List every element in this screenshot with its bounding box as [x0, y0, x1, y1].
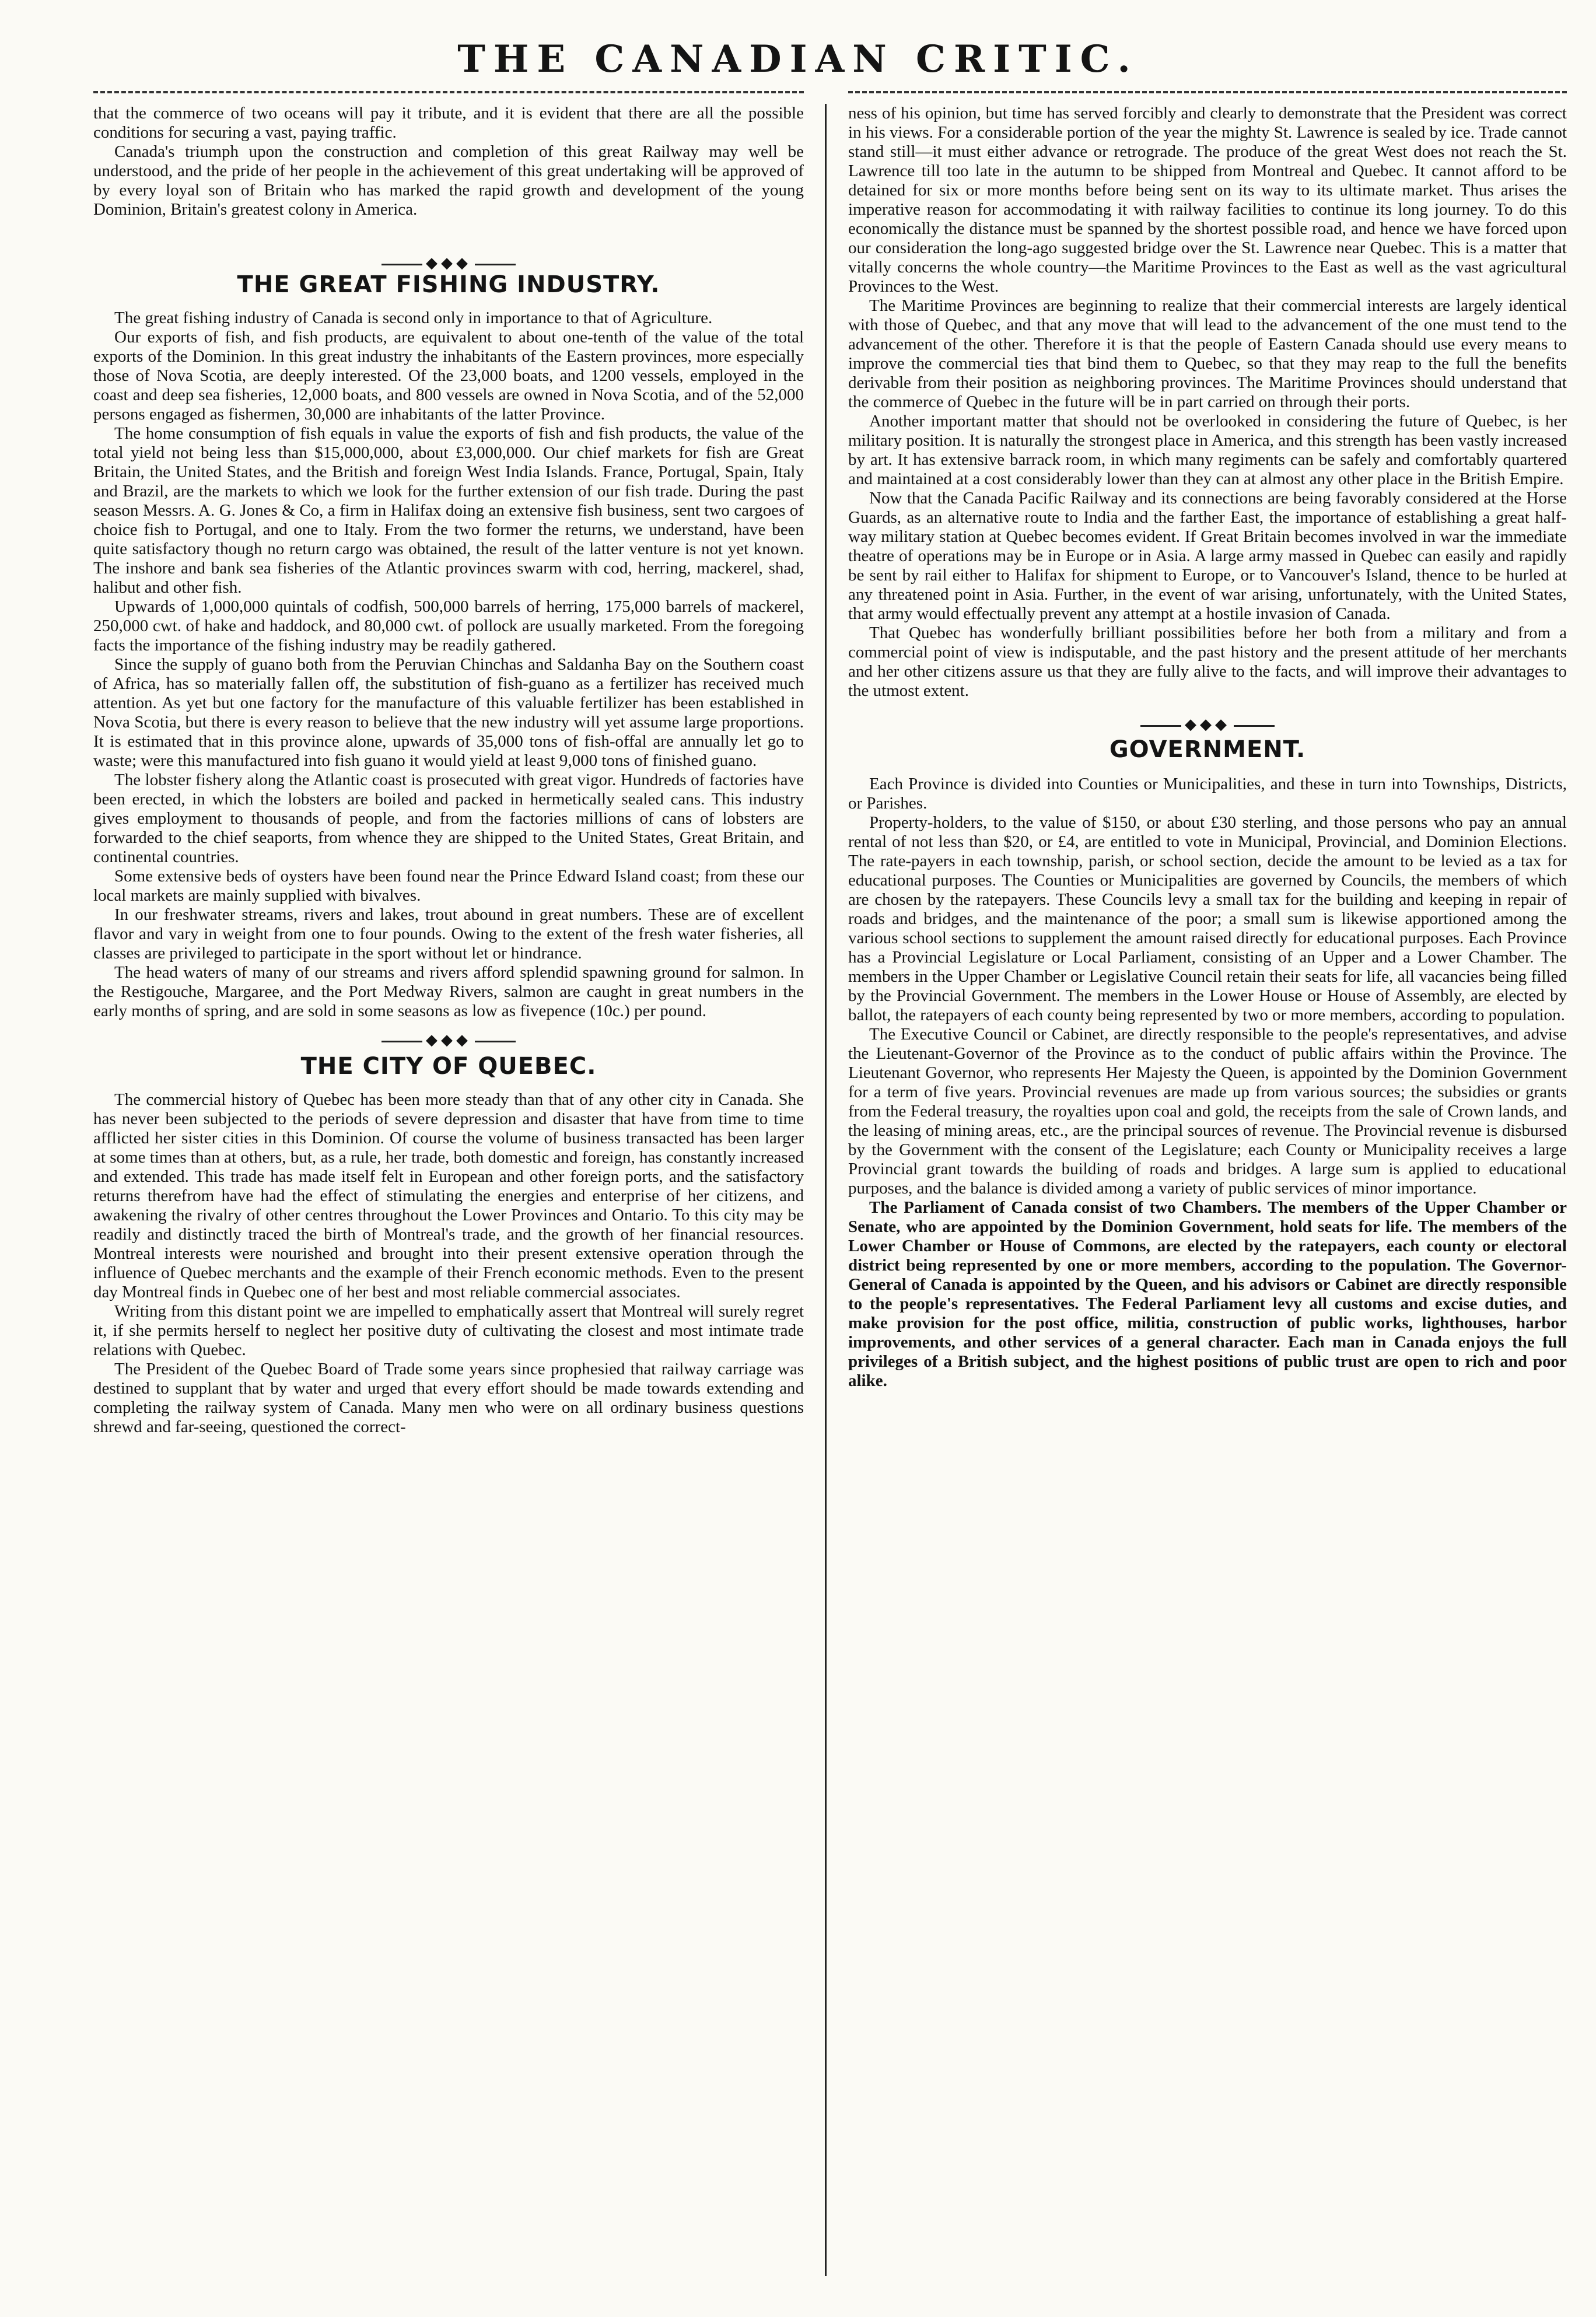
section-ornament: ◆◆◆ — [93, 1031, 804, 1049]
article-paragraph: Our exports of fish, and fish products, are equivalent to about one-tenth of the value of the total exports of the Dominion. In this great industry the inhabitants of the Eastern provinces, more especially those of Nova Scotia, are deeply interested. Of the 23,000 boats, and 1200 vessels, employed in the coast and deep sea fisheries, 12,000 boats, and 800 vessels are owned in Nova Scotia, and of the 52,000 persons engaged as fishermen, 30,000 are inhabitants of the latter Province. — [93, 328, 804, 424]
masthead-rule-left — [93, 91, 804, 93]
article-paragraph: The President of the Quebec Board of Trade some years since prophesied that railway carriage was destined to supplant that by water and urged that every effort should be made towards extending and completing the railway system of Canada. Many men who were on all ordinary business questions shrewd and far-seeing, questioned the correct- — [93, 1360, 804, 1436]
section-ornament: ◆◆◆ — [93, 254, 804, 272]
article-paragraph: The great fishing industry of Canada is second only in importance to that of Agriculture. — [114, 309, 713, 327]
article-paragraph: Each Province is divided into Counties or Municipalities, and these in turn into Townships, Districts, or Parishes. — [848, 775, 1567, 813]
article-paragraph: Upwards of 1,000,000 quintals of codfish, 500,000 barrels of herring, 175,000 barrels of mackerel, 250,000 cwt. of hake and haddock, and 80,000 cwt. of pollock are usually marketed. From the foregoing facts the importance of the fishing industry may be readily gathered. — [93, 597, 804, 654]
article-paragraph: The lobster fishery along the Atlantic coast is prosecuted with great vigor. Hundreds of factories have been erected, in which the lobsters are boiled and packed in hermetically sealed cans. This industry gives employment to thousands of people, and from the factories millions of cans of lobsters are forwarded to the chief seaports, from whence they are shipped to the United States, Great Britain, and continental countries. — [93, 771, 804, 866]
intro-paragraph: that the commerce of two oceans will pay it tribute, and it is evident that there are all the possible conditions for securing a vast, paying traffic. — [93, 104, 804, 142]
article-paragraph: Another important matter that should not be overlooked in considering the future of Quebec, is her military position. It is naturally the strongest place in America, and this strength has been vastly increased by art. It has extensive barrack room, in which many regiments can be safely and comfortably quartered and maintained at a cost considerably lower than they can at almost any other place in the British Empire. — [848, 412, 1567, 488]
column-divider — [825, 104, 827, 2276]
article-paragraph: The Maritime Provinces are beginning to realize that their commercial interests are largely identical with those of Quebec, and that any move that will lead to the advancement of the one must tend to the advancement of the other. Therefore it is that the people of Eastern Canada should use every means to improve the commercial ties that bind them to Quebec, so that they may reap to the full the benefits derivable from their position as neighboring provinces. The Maritime Provinces should understand that the commerce of Quebec in the future will be in part carried on through their ports. — [848, 296, 1567, 411]
article-paragraph: Writing from this distant point we are impelled to emphatically assert that Montreal will surely regret it, if she permits herself to neglect her positive duty of cultivating the closest and most intimate trade relations with Quebec. — [93, 1302, 804, 1359]
article-paragraph: Now that the Canada Pacific Railway and its connections are being favorably considered at the Horse Guards, as an alternative route to India and the farther East, the importance of establishing a great half-way military station at Quebec becomes evident. If Great Britain becomes involved in war the immediate theatre of operations may be in Europe or in Asia. A large army massed in Quebec can easily and rapidly be sent by rail either to Halifax for shipment to Europe, or to Vancouver's Island, thence to be hurled at any threatened point in Asia. Further, in the event of war arising, unfortunately, with the United States, that army would effectually prevent any attempt at a hostile invasion of Canada. — [848, 489, 1567, 623]
article-paragraph: The home consumption of fish equals in value the exports of fish and fish products, the value of the total yield not being less than $15,000,000, about £3,000,000. Our chief markets for fish are Great Britain, the United States, and the British and foreign West India Islands. France, Portugal, Spain, Italy and Brazil, are the markets to which we look for the further extension of our fish trade. During the past season Messrs. A. G. Jones & Co, a firm in Halifax doing an extensive fish business, sent two cargoes of choice fish to Portugal, and one to Italy. From the two former the returns, we understand, have been quite satisfactory though no return cargo was obtained, the result of the latter venture is not yet known. The inshore and bank sea fisheries of the Atlantic provinces swarm with cod, herring, mackerel, shad, halibut and other fish. — [93, 424, 804, 597]
section-heading-government: GOVERNMENT. — [1109, 736, 1306, 763]
article-paragraph: ness of his opinion, but time has served forcibly and clearly to demonstrate that the President was correct in his views. For a considerable portion of the year the mighty St. Lawrence is sealed by ice. Trade cannot stand still—it must either advance or retrograde. The produce of the great West does not reach the St. Lawrence till too late in the autumn to be shipped from Montreal and Quebec. It cannot afford to be detained for six or more months before being sent on its way to its ultimate market. Thus arises the imperative reason for accommodating it with railway facilities to continue its long journey. To do this economically the distance must be spanned by the shortest possible road, and hence we have forced upon our consideration the long-ago suggested bridge over the St. Lawrence near Quebec. This is a matter that vitally concerns the whole country—the Maritime Provinces to the East as well as the vast agricultural Provinces to the West. — [848, 104, 1567, 296]
right-column — [848, 104, 1567, 2276]
article-paragraph: The Executive Council or Cabinet, are directly responsible to the people's representatives, and advise the Lieutenant-Governor of the Province as to the conduct of public affairs within the Province. The Lieutenant Governor, who represents Her Majesty the Queen, is appointed by the Dominion Government for a term of five years. Provincial revenues are made up from various sources; the subsidies or grants from the Federal treasury, the royalties upon coal and gold, the receipts from the sale of Crown lands, and the leasing of mining areas, etc., are the principal sources of revenue. The Provincial revenue is disbursed by the Government with the consent of the Legislature; each County or Municipality receives a large Provincial grant towards the building of roads and bridges. A large sum is applied to educational purposes, and the balance is divided among a variety of public services of minor importance. — [848, 1025, 1567, 1198]
masthead-rule-right — [848, 91, 1567, 93]
article-paragraph: The head waters of many of our streams and rivers afford splendid spawning ground for salmon. In the Restigouche, Margaree, and the Port Medway Rivers, salmon are caught in great numbers in the early months of spring, and are sold in some seasons as low as fivepence (10c.) per pound. — [93, 963, 804, 1020]
article-paragraph: The commercial history of Quebec has been more steady than that of any other city in Canada. She has never been subjected to the periods of severe depression and disaster that have from time to time afflicted her sister cities in this Dominion. Of course the volume of business transacted has been larger at some times than at others, but, as a rule, her trade, both domestic and foreign, has constantly increased and extended. This trade has made itself felt in European and other foreign ports, and the satisfactory returns therefrom have had the effect of stimulating the energies and enterprise of her citizens, and awakening the rivalry of other centres throughout the Lower Provinces and Ontario. To this city may be readily and distinctly traced the birth of Montreal's trade, and the growth of her financial resources. Montreal interests were nourished and brought into their present extensive operation through the influence of Quebec merchants and the example of their French economic methods. Even to the present day Montreal finds in Quebec one of her best and most reliable commercial associates. — [93, 1090, 804, 1301]
masthead: THE CANADIAN CRITIC. — [457, 37, 1139, 81]
article-paragraph: Since the supply of guano both from the Peruvian Chinchas and Saldanha Bay on the Southern coast of Africa, has so materially fallen off, the substitution of fish-guano as a fertilizer has received much attention. As yet but one factory for the manufacture of this valuable fertilizer has been established in Nova Scotia, but there is every reason to believe that the new industry will yet assume large proportions. It is estimated that in this province alone, upwards of 35,000 tons of fish-offal are annually let go to waste; were this manufactured into fish guano it would yield at least 9,000 tons of finished guano. — [93, 655, 804, 770]
article-paragraph: In our freshwater streams, rivers and lakes, trout abound in great numbers. These are of excellent flavor and vary in weight from one to four pounds. Owing to the extent of the fresh water fisheries, all classes are privileged to participate in the sport without let or hindrance. — [93, 905, 804, 963]
section-heading-fishing: THE GREAT FISHING INDUSTRY. — [237, 271, 660, 298]
left-column — [93, 104, 804, 2276]
intro-paragraph: Canada's triumph upon the construction and completion of this great Railway may well be understood, and the pride of her people in the achievement of this great undertaking will be approved of by every loyal son of Britain who has marked the rapid growth and development of the young Dominion, Britain's greatest colony in America. — [93, 142, 804, 219]
section-heading-quebec: THE CITY OF QUEBEC. — [300, 1053, 597, 1080]
article-paragraph: Some extensive beds of oysters have been found near the Prince Edward Island coast; from these our local markets are mainly supplied with bivalves. — [93, 867, 804, 905]
section-ornament: ◆◆◆ — [848, 716, 1567, 733]
article-paragraph: Property-holders, to the value of $150, or about £30 sterling, and those persons who pay an annual rental of not less than $20, or £4, are entitled to vote in Municipal, Provincial, and Dominion Elections. The rate-payers in each township, parish, or school section, decide the amount to be levied as a tax for educational purposes. The Counties or Municipalities are governed by Councils, the members of which are chosen by the ratepayers. These Councils levy a small tax for the building and keeping in repair of roads and bridges, and the maintenance of the poor; a small sum is likewise apportioned among the various school sections to supplement the amount raised directly for educational purposes. Each Province has a Provincial Legislature or Local Parliament, consisting of an Upper and a Lower Chamber. The members in the Upper Chamber or Legislative Council retain their seats for life, all vacancies being filled by the Provincial Government. The members in the Lower House or House of Assembly, are elected by ballot, the ratepayers of each county being represented by two or more members, according to population. — [848, 813, 1567, 1024]
article-paragraph: The Parliament of Canada consist of two Chambers. The members of the Upper Chamber or Senate, who are appointed by the Dominion Government, hold seats for life. The members of the Lower Chamber or House of Commons, are elected by the ratepayers, each county or electoral district being represented by one or more members, according to the population. The Governor-General of Canada is appointed by the Queen, and his advisors or Cabinet are directly responsible to the people's representatives. The Federal Parliament levy all customs and excise duties, and make provision for the post office, militia, construction of public works, lighthouses, harbor improvements, and other services of a general character. Each man in Canada enjoys the full privileges of a British subject, and the highest positions of public trust are open to rich and poor alike. — [848, 1198, 1567, 1390]
article-paragraph: That Quebec has wonderfully brilliant possibilities before her both from a military and from a commercial point of view is indisputable, and the past history and the present attitude of her merchants and her other citizens assure us that they are fully alive to the facts, and will improve their advantages to the utmost extent. — [848, 624, 1567, 700]
